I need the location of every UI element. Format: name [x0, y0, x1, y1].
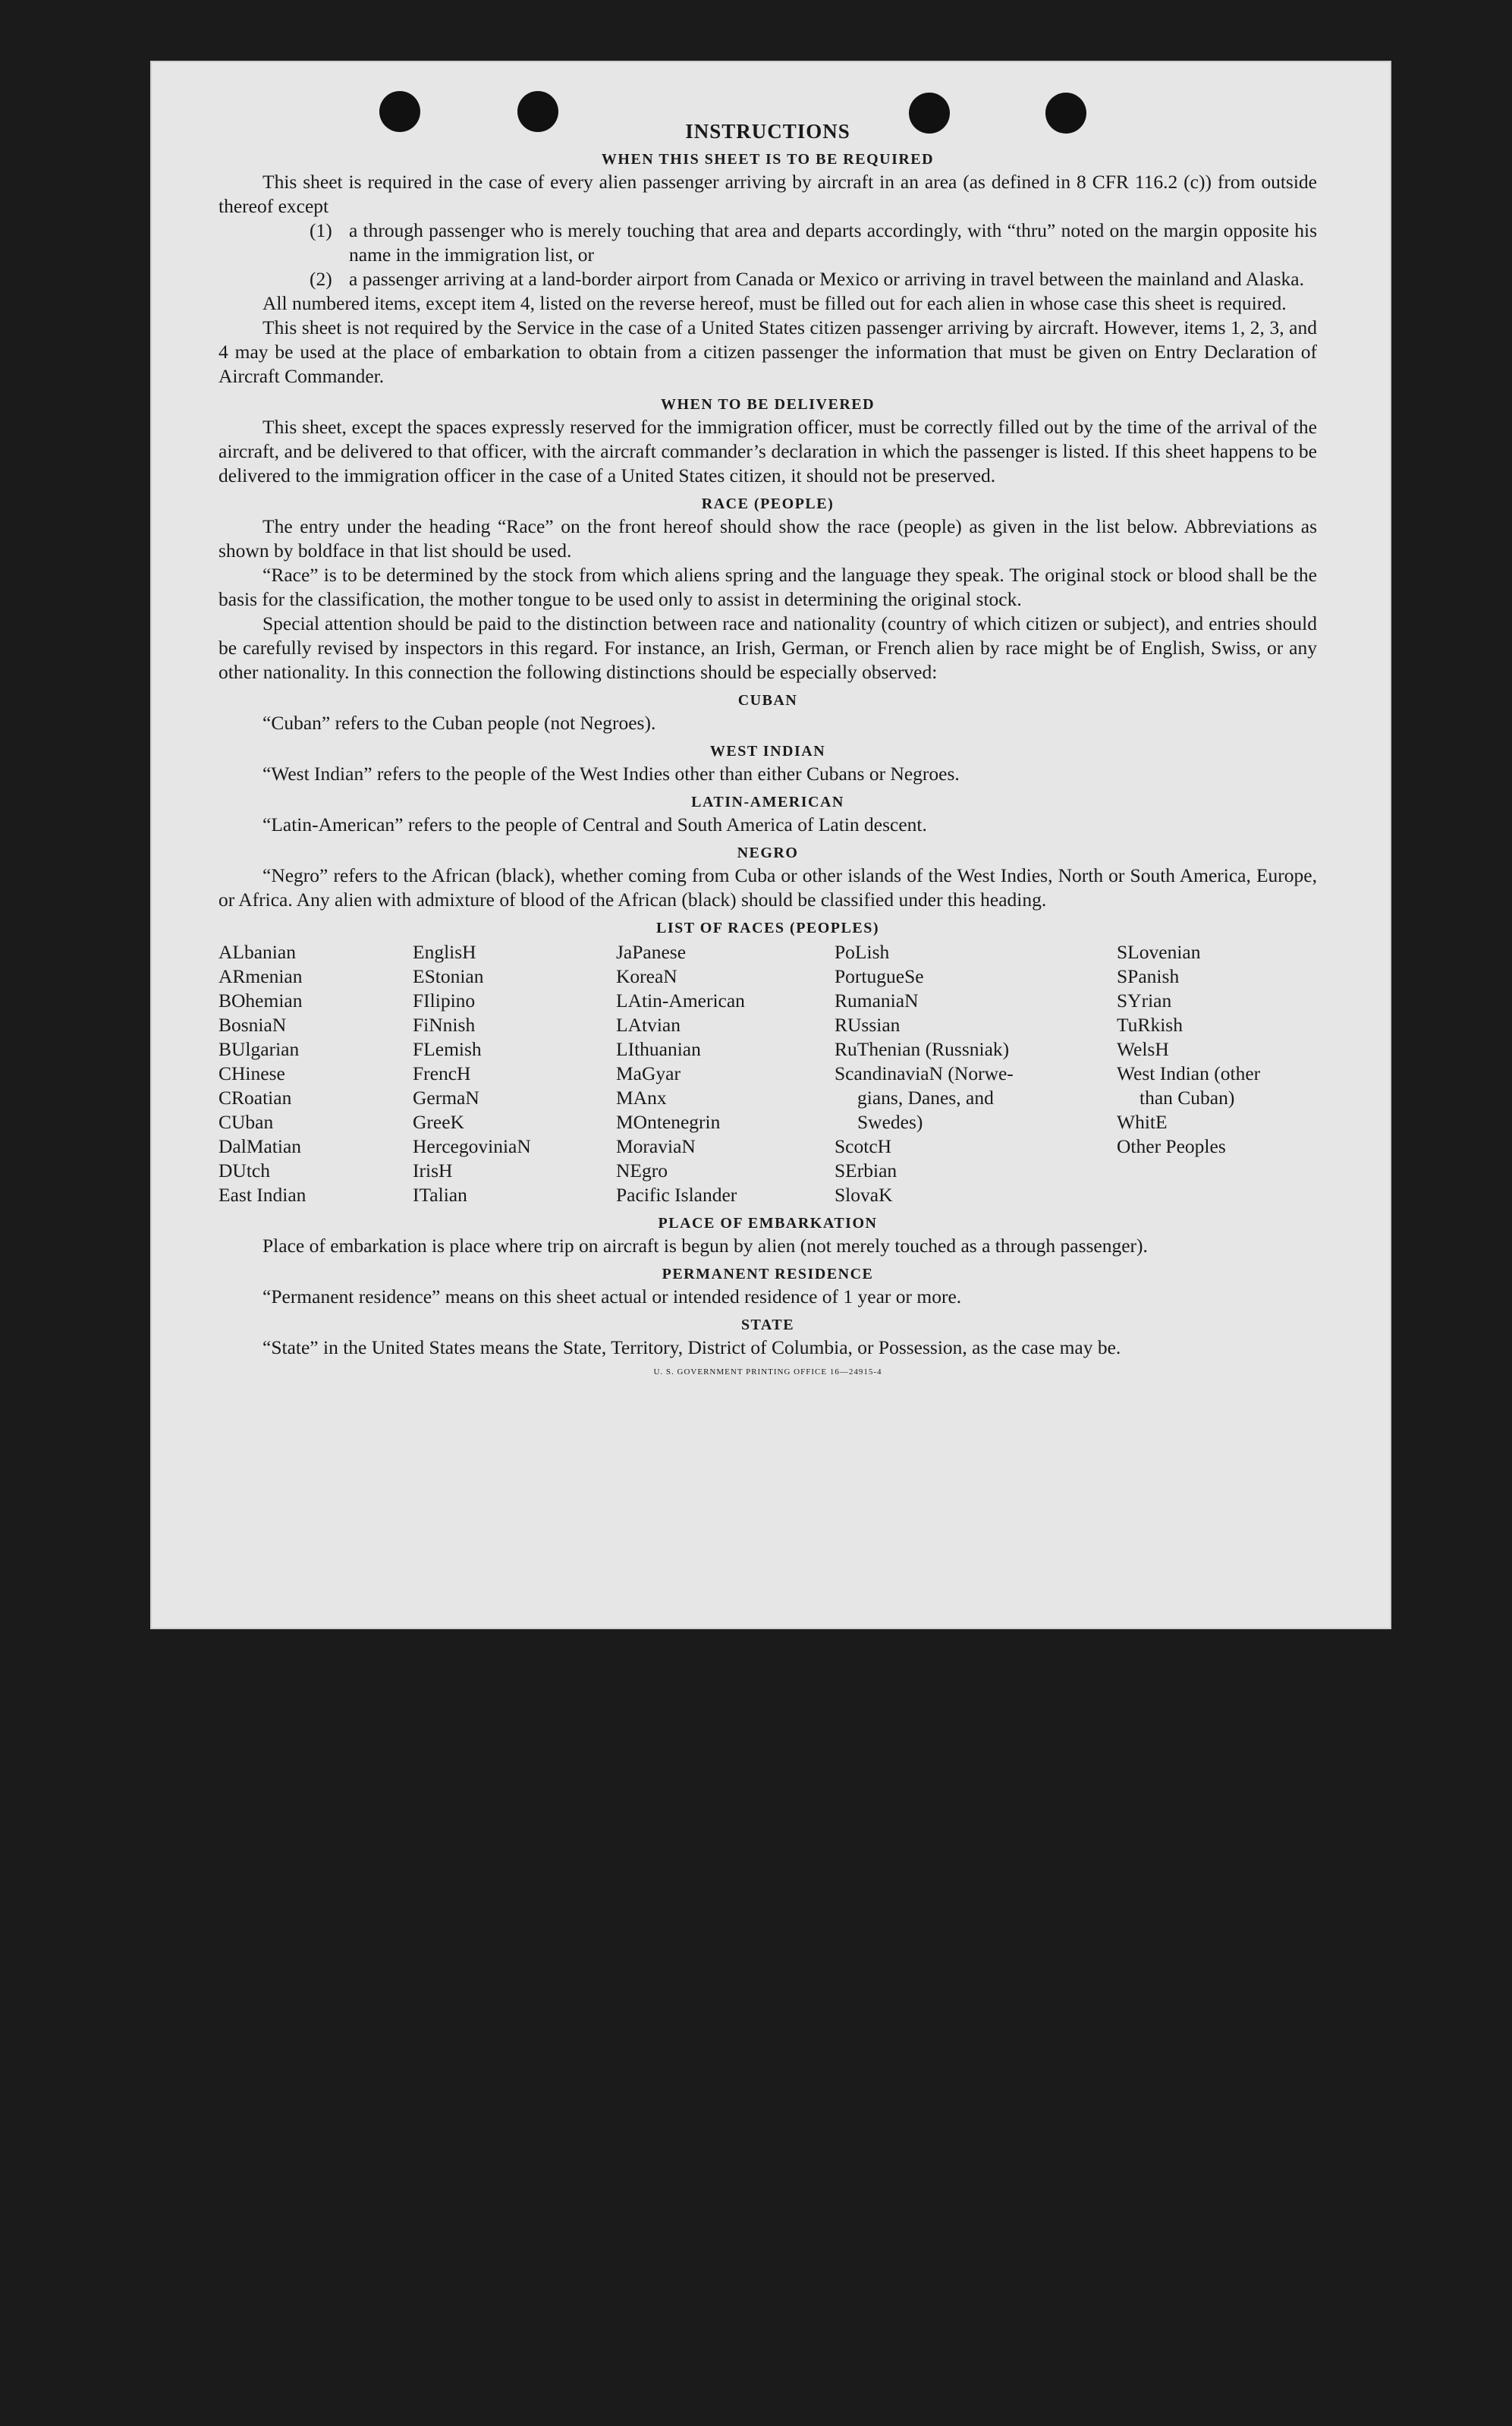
race-entry: FIlipino	[413, 990, 476, 1012]
race-entry: West Indian (other	[1117, 1062, 1261, 1084]
race-entry: DUtch	[218, 1160, 270, 1182]
race-entry: EStonian	[413, 965, 484, 987]
races-column	[413, 940, 616, 1207]
paragraph: Special attention should be paid to the distinction between race and nationality (country of which citizen or subject), and entries should be carefully revised by inspectors in this regard. For instance, an Irish, German, or French alien by race might be of English, Swiss, or any other nationality. In this connection the following distinctions should be especially observed:	[218, 612, 1317, 683]
instructions-content	[218, 114, 1317, 1377]
races-column	[616, 940, 835, 1207]
page-title: INSTRUCTIONS	[685, 120, 850, 143]
race-entry: TuRkish	[1117, 1014, 1183, 1036]
paragraph: All numbered items, except item 4, listed on the reverse hereof, must be filled out for each alien in whose case this sheet is required.	[262, 292, 1287, 314]
race-entry: CUban	[218, 1111, 274, 1133]
race-entry: GermaN	[413, 1087, 479, 1109]
document-sheet	[150, 61, 1391, 1629]
section-heading-west-indian: WEST INDIAN	[709, 743, 826, 760]
paragraph: “West Indian” refers to the people of the West Indies other than either Cubans or Negroes.	[262, 763, 960, 785]
section-heading-cuban: CUBAN	[737, 692, 798, 709]
race-entry: WelsH	[1117, 1038, 1169, 1060]
paragraph: “Race” is to be determined by the stock from which aliens spring and the language they speak. The original stock or blood shall be the basis for the classification, the mother tongue to be used only to assist in determining the original stock.	[218, 564, 1317, 610]
paragraph: “Latin-American” refers to the people of Central and South America of Latin descent.	[262, 813, 927, 835]
race-entry: GreeK	[413, 1111, 464, 1133]
races-column	[1117, 940, 1317, 1207]
race-entry: ARmenian	[218, 965, 303, 987]
race-entry: SlovaK	[835, 1184, 893, 1206]
race-entry: PoLish	[835, 941, 890, 963]
race-entry: JaPanese	[616, 941, 687, 963]
section-heading-races-list: LIST OF RACES (PEOPLES)	[655, 920, 879, 936]
paragraph: The entry under the heading “Race” on the front hereof should show the race (people) as given in the list below. Abbreviations as shown by boldface in that list should be used.	[218, 515, 1317, 562]
paragraph: This sheet is not required by the Service in the case of a United States citizen passenger arriving by aircraft. However, items 1, 2, 3, and 4 may be used at the place of embarkation to obtain from a citizen passenger the information that must be given on Entry Declaration of Aircraft Commander.	[218, 316, 1317, 387]
race-entry: FrencH	[413, 1062, 471, 1084]
race-entry: MoraviaN	[616, 1135, 696, 1157]
race-entry: MAnx	[616, 1087, 667, 1109]
race-entry: SYrian	[1117, 990, 1172, 1012]
race-entry: FLemish	[413, 1038, 482, 1060]
race-entry: BOhemian	[218, 990, 303, 1012]
race-entry: KoreaN	[616, 965, 677, 987]
race-entry: RUssian	[835, 1014, 901, 1036]
race-entry: SErbian	[835, 1160, 897, 1182]
race-entry: Other Peoples	[1117, 1135, 1226, 1157]
section-heading-delivered: WHEN TO BE DELIVERED	[660, 396, 875, 413]
item-number: (1)	[310, 219, 332, 241]
section-heading-embarkation: PLACE OF EMBARKATION	[658, 1215, 878, 1232]
race-entry: PortugueSe	[835, 965, 924, 987]
race-entry: DalMatian	[218, 1135, 302, 1157]
section-heading-residence: PERMANENT RESIDENCE	[662, 1266, 874, 1282]
race-entry: MOntenegrin	[616, 1111, 721, 1133]
race-entry: RumaniaN	[835, 990, 919, 1012]
race-entry: Pacific Islander	[616, 1184, 737, 1206]
race-entry: HercegoviniaN	[413, 1135, 531, 1157]
race-entry: BUlgarian	[218, 1038, 300, 1060]
races-column	[835, 940, 1117, 1207]
item-text: a through passenger who is merely touching that area and departs accordingly, with “thru” noted on the margin opposite his name in the immigration list, or	[349, 219, 1317, 266]
race-entry: LAtin-American	[616, 990, 745, 1012]
paragraph: This sheet, except the spaces expressly reserved for the immigration officer, must be correctly filled out by the time of the arrival of the aircraft, and be delivered to that officer, with the aircraft commander’s declaration in which the passenger is listed. If this sheet happens to be delivered to the immigration officer in the case of a United States citizen, it should not be preserved.	[218, 416, 1317, 486]
race-entry: CHinese	[218, 1062, 285, 1084]
race-entry: SPanish	[1117, 965, 1180, 987]
list-item	[310, 219, 1317, 267]
section-heading-required: WHEN THIS SHEET IS TO BE REQUIRED	[601, 151, 935, 168]
paragraph: Place of embarkation is place where trip on aircraft is begun by alien (not merely touched as a through passenger).	[262, 1235, 1148, 1257]
item-text: a passenger arriving at a land-border airport from Canada or Mexico or arriving in travel between the mainland and Alaska.	[349, 268, 1304, 290]
race-entry: EnglisH	[413, 941, 476, 963]
paragraph: This sheet is required in the case of every alien passenger arriving by aircraft in an area (as defined in 8 CFR 116.2 (c)) from outside thereof except	[218, 171, 1317, 217]
section-heading-negro: NEGRO	[737, 845, 799, 861]
race-entry: RuThenian (Russniak)	[835, 1038, 1010, 1060]
race-entry: FiNnish	[413, 1014, 476, 1036]
race-entry: East Indian	[218, 1184, 306, 1206]
race-entry: IrisH	[413, 1160, 453, 1182]
race-entry: gians, Danes, and	[857, 1087, 994, 1109]
section-heading-state: STATE	[740, 1317, 795, 1333]
races-list	[218, 940, 1317, 1207]
paragraph: “Negro” refers to the African (black), whether coming from Cuba or other islands of the West Indies, North or South America, Europe, or Africa. Any alien with admixture of blood of the African (black) should be classified under this heading.	[218, 864, 1317, 911]
section-heading-latin-american: LATIN-AMERICAN	[691, 794, 844, 810]
races-column	[218, 940, 413, 1207]
race-entry: MaGyar	[616, 1062, 681, 1084]
race-entry: SLovenian	[1117, 941, 1201, 963]
race-entry: CRoatian	[218, 1087, 292, 1109]
race-entry: BosniaN	[218, 1014, 287, 1036]
race-entry: ScotcH	[835, 1135, 892, 1157]
race-entry: ALbanian	[218, 941, 296, 963]
race-entry: WhitE	[1117, 1111, 1168, 1133]
race-entry: Swedes)	[857, 1111, 923, 1133]
race-entry: ITalian	[413, 1184, 467, 1206]
section-heading-race: RACE (PEOPLE)	[701, 496, 835, 512]
race-entry: ScandinaviaN (Norwe-	[835, 1062, 1014, 1084]
race-entry: LAtvian	[616, 1014, 681, 1036]
race-entry: than Cuban)	[1140, 1087, 1235, 1109]
item-number: (2)	[310, 268, 332, 290]
printer-imprint: U. S. GOVERNMENT PRINTING OFFICE 16—24915-4	[653, 1367, 882, 1377]
race-entry: NEgro	[616, 1160, 668, 1182]
race-entry: LIthuanian	[616, 1038, 701, 1060]
list-item	[310, 267, 1317, 291]
paragraph: “State” in the United States means the State, Territory, District of Columbia, or Possession, as the case may be.	[262, 1336, 1121, 1358]
paragraph: “Cuban” refers to the Cuban people (not Negroes).	[262, 712, 656, 734]
paragraph: “Permanent residence” means on this sheet actual or intended residence of 1 year or more.	[262, 1285, 962, 1307]
